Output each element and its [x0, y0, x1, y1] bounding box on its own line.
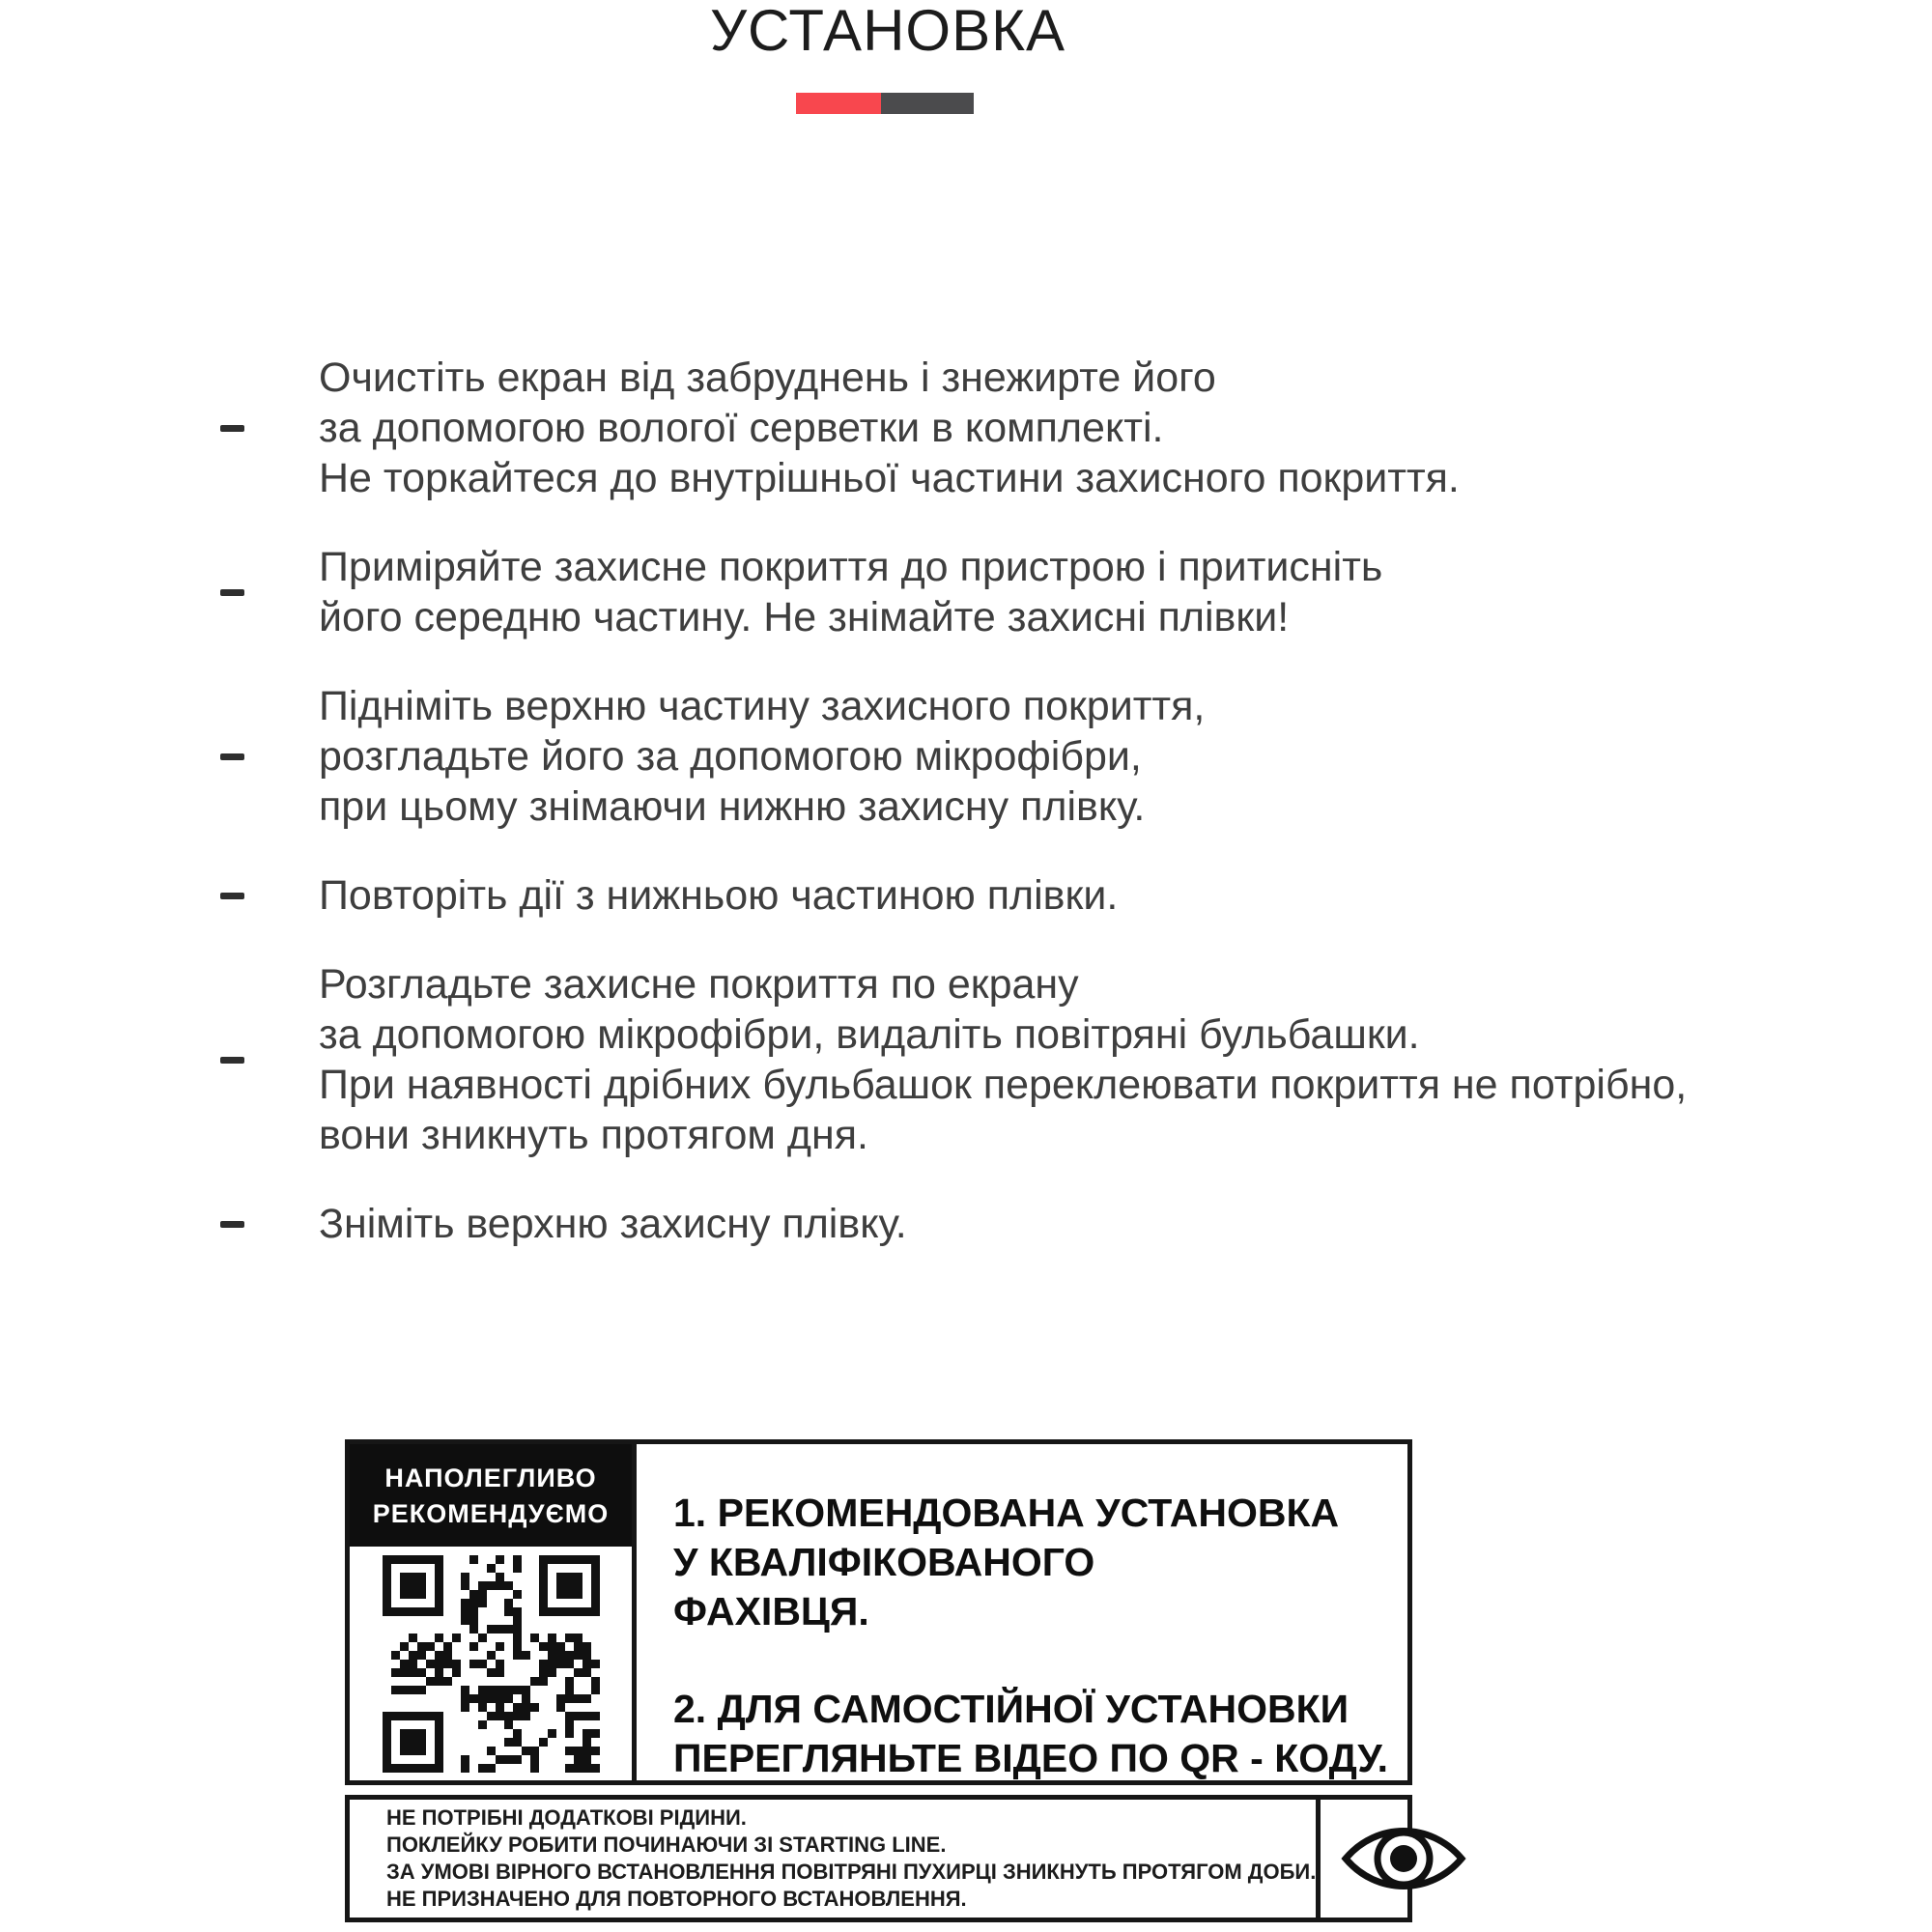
note-line: ЗА УМОВІ ВІРНОГО ВСТАНОВЛЕННЯ ПОВІТРЯНІ ПУХИРЦІ ЗНИКНУТЬ ПРОТЯГОМ ДОБИ.: [386, 1860, 1317, 1884]
note-line: НЕ ПОТРІБНІ ДОДАТКОВІ РІДИНИ.: [386, 1805, 747, 1830]
step-line: При наявності дрібних бульбашок переклеювати покриття не потрібно,: [319, 1062, 1688, 1108]
notes-card: [345, 1795, 1412, 1922]
step-line: Розгладьте захисне покриття по екрану: [319, 961, 1079, 1008]
recommendation-card-left: [350, 1444, 637, 1780]
recommendation-line: 1. РЕКОМЕНДОВАНА УСТАНОВКА: [673, 1491, 1340, 1535]
step-item: [220, 1199, 1804, 1249]
bullet-dash: [220, 1221, 244, 1228]
recommendation-card-right: [637, 1444, 1407, 1780]
title-underline: [796, 93, 974, 114]
title-underline-red-segment: [796, 93, 881, 114]
eye-icon: [1340, 1816, 1467, 1901]
qr-code: [383, 1555, 600, 1773]
page-header: [0, 0, 1776, 61]
bullet-dash: [220, 425, 244, 432]
step-item: [220, 959, 1804, 1160]
recommendation-line: ФАХІВЦЯ.: [673, 1589, 869, 1634]
page-title: УСТАНОВКА: [709, 0, 1066, 63]
notes-eye-cell: [1316, 1800, 1487, 1918]
recommendation-line: У КВАЛІФІКОВАНОГО: [673, 1540, 1095, 1584]
step-line: за допомогою мікрофібри, видаліть повітряні бульбашки.: [319, 1011, 1420, 1058]
recommendation-line: 2. ДЛЯ САМОСТІЙНОЇ УСТАНОВКИ: [673, 1687, 1350, 1731]
notes-text: [350, 1800, 1316, 1918]
step-line: Підніміть верхню частину захисного покриття,: [319, 683, 1206, 729]
note-line: НЕ ПРИЗНАЧЕНО ДЛЯ ПОВТОРНОГО ВСТАНОВЛЕННЯ.: [386, 1887, 967, 1911]
step-item: [220, 542, 1804, 642]
bullet-dash: [220, 1057, 244, 1064]
installation-steps: [220, 353, 1804, 1288]
recommendation-line: ПЕРЕГЛЯНЬТЕ ВІДЕО ПО QR - КОДУ.: [673, 1736, 1389, 1780]
step-line: його середню частину. Не знімайте захисні плівки!: [319, 594, 1290, 640]
step-line: Зніміть верхню захисну плівку.: [319, 1201, 907, 1247]
bullet-dash: [220, 589, 244, 596]
recommendation-header: [350, 1444, 632, 1547]
step-line: Не торкайтеся до внутрішньої частини захисного покриття.: [319, 455, 1460, 501]
recommendation-item: [673, 1685, 1392, 1783]
step-item: [220, 681, 1804, 832]
step-line: вони зникнуть протягом дня.: [319, 1112, 868, 1158]
step-line: Повторіть дії з нижньою частиною плівки.: [319, 872, 1119, 919]
step-item: [220, 353, 1804, 503]
title-underline-gray-segment: [881, 93, 974, 114]
bullet-dash: [220, 753, 244, 760]
note-line: ПОКЛЕЙКУ РОБИТИ ПОЧИНАЮЧИ ЗІ STARTING LINE.: [386, 1833, 947, 1857]
bullet-dash: [220, 893, 244, 899]
step-line: за допомогою вологої серветки в комплекті.: [319, 405, 1164, 451]
step-line: при цьому знімаючи нижню захисну плівку.: [319, 783, 1146, 830]
step-line: розгладьте його за допомогою мікрофібри,: [319, 733, 1142, 780]
recommendation-item: [673, 1489, 1392, 1636]
step-item: [220, 870, 1804, 921]
recommendation-card: [345, 1439, 1412, 1785]
recommendation-header-line: РЕКОМЕНДУЄМО: [372, 1499, 610, 1528]
recommendation-header-line: НАПОЛЕГЛИВО: [384, 1463, 597, 1492]
step-line: Приміряйте захисне покриття до пристрою і притисніть: [319, 544, 1383, 590]
step-line: Очистіть екран від забруднень і знежирте його: [319, 355, 1216, 401]
